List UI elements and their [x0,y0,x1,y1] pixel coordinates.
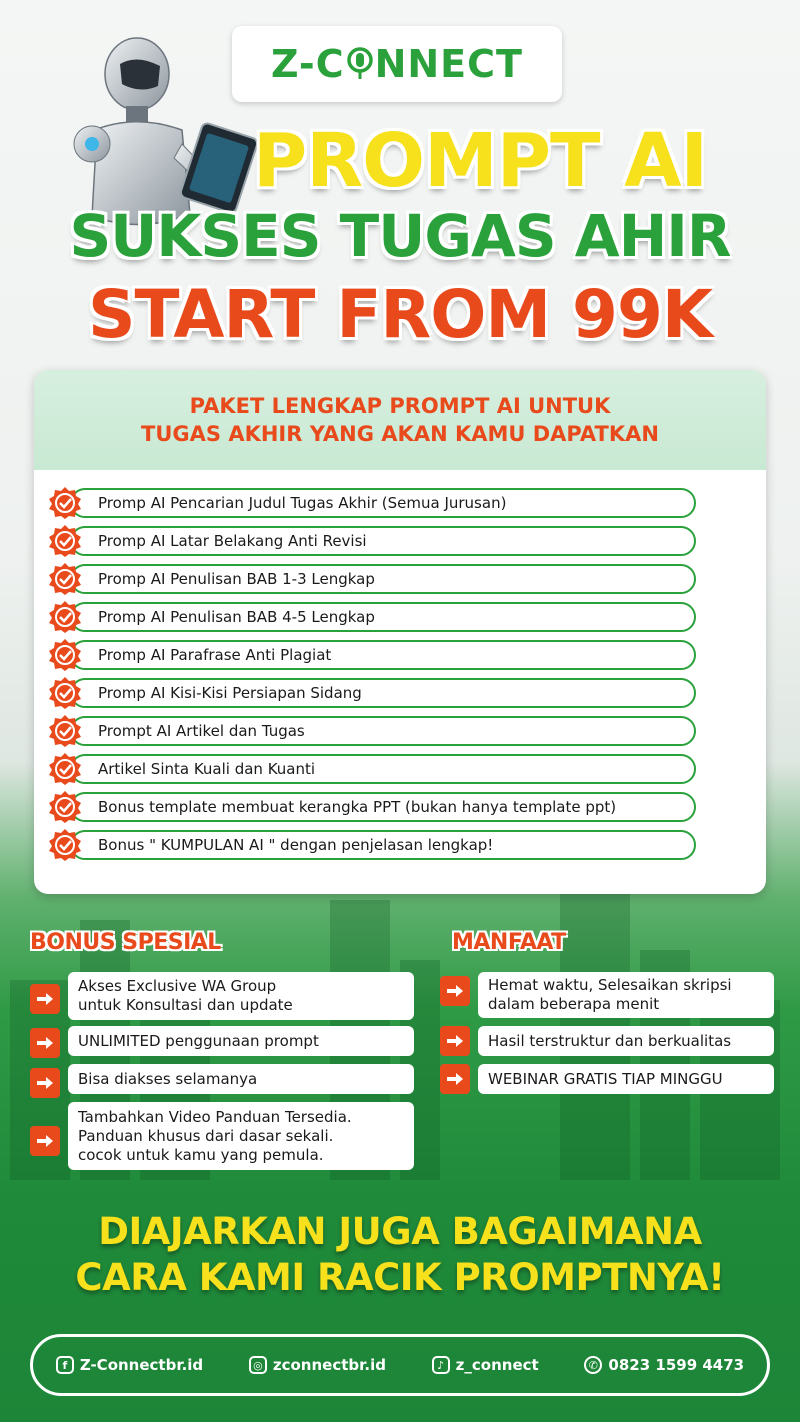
package-title-line1: PAKET LENGKAP PROMPT AI UNTUK [189,394,611,418]
manfaat-item-line: Hemat waktu, Selesaikan skripsi [488,976,732,994]
footer-tiktok[interactable] [432,1356,539,1374]
check-badge-icon [48,752,82,786]
footer-facebook[interactable] [56,1356,203,1374]
manfaat-item-box [478,1064,774,1094]
bonus-item-box [68,972,414,1020]
brand-logo [232,26,562,102]
social-footer [30,1334,770,1396]
manfaat-item-box [478,972,774,1018]
headline-price: START FROM 99K [87,276,713,353]
cta-line2: CARA KAMI RACIK PROMPTNYA! [75,1256,725,1299]
package-card-header [34,370,766,470]
bonus-item-line: Bisa diakses selamanya [78,1069,258,1088]
check-badge-icon [48,828,82,862]
arrow-right-icon [440,1026,470,1056]
package-item-label: Promp AI Parafrase Anti Plagiat [70,640,696,670]
check-badge-icon [48,638,82,672]
package-item-label: Promp AI Penulisan BAB 4-5 Lengkap [70,602,696,632]
bonus-item-line: Tambahkan Video Panduan Tersedia. [78,1107,352,1126]
package-item-label: Bonus " KUMPULAN AI " dengan penjelasan lengkap! [70,830,696,860]
headline-prompt-ai: PROMPT AI [252,118,708,204]
microphone-icon [345,47,375,81]
manfaat-item-line: WEBINAR GRATIS TIAP MINGGU [488,1069,723,1088]
arrow-right-icon [30,1068,60,1098]
tiktok-icon: ♪ [432,1356,450,1374]
check-badge-icon [48,600,82,634]
bonus-item-line: cocok untuk kamu yang pemula. [78,1145,324,1164]
package-item-label: Bonus template membuat kerangka PPT (bukan hanya template ppt) [70,792,696,822]
facebook-handle: Z-Connectbr.id [79,1356,204,1374]
bonus-item-line: Panduan khusus dari dasar sekali. [78,1126,334,1145]
arrow-right-icon [440,1064,470,1094]
package-card [34,370,766,894]
headline-sukses: SUKSES TUGAS AHIR [69,202,731,270]
bonus-section-title: BONUS SPESIAL [30,930,221,955]
arrow-right-icon [30,1126,60,1156]
package-item-label: Promp AI Latar Belakang Anti Revisi [70,526,696,556]
package-item-label: Promp AI Penulisan BAB 1-3 Lengkap [70,564,696,594]
manfaat-section-title: MANFAAT [452,930,566,955]
package-item-label: Promp AI Pencarian Judul Tugas Akhir (Semua Jurusan) [70,488,696,518]
tiktok-handle: z_connect [455,1356,539,1374]
package-title-line2: TUGAS AKHIR YANG AKAN KAMU DAPATKAN [141,422,659,446]
bonus-item-line: untuk Konsultasi dan update [78,996,293,1014]
package-item-label: Artikel Sinta Kuali dan Kuanti [70,754,696,784]
instagram-handle: zconnectbr.id [272,1356,386,1374]
check-badge-icon [48,790,82,824]
manfaat-item-box [478,1026,774,1056]
whatsapp-number: 0823 1599 4473 [608,1356,745,1374]
logo-text-right: NNECT [374,42,523,86]
footer-instagram[interactable] [249,1356,386,1374]
package-item-label: Prompt AI Artikel dan Tugas [70,716,696,746]
manfaat-item-line: dalam beberapa menit [488,995,660,1013]
check-badge-icon [48,486,82,520]
check-badge-icon [48,524,82,558]
bonus-item-box [68,1102,414,1170]
arrow-right-icon [30,984,60,1014]
check-badge-icon [48,562,82,596]
bonus-item-line: Akses Exclusive WA Group [78,977,277,995]
check-badge-icon [48,676,82,710]
package-item-label: Promp AI Kisi-Kisi Persiapan Sidang [70,678,696,708]
bonus-item-box [68,1026,414,1056]
cta-line1: DIAJARKAN JUGA BAGAIMANA [98,1210,702,1253]
facebook-icon: f [56,1356,74,1374]
footer-whatsapp[interactable] [584,1356,744,1374]
arrow-right-icon [440,976,470,1006]
logo-text-left: Z-C [271,42,345,86]
bonus-item-box [68,1064,414,1094]
bonus-item-line: UNLIMITED penggunaan prompt [78,1031,319,1050]
arrow-right-icon [30,1028,60,1058]
manfaat-item-line: Hasil terstruktur dan berkualitas [488,1031,732,1050]
instagram-icon: ◎ [249,1356,267,1374]
whatsapp-icon: ✆ [584,1356,602,1374]
check-badge-icon [48,714,82,748]
